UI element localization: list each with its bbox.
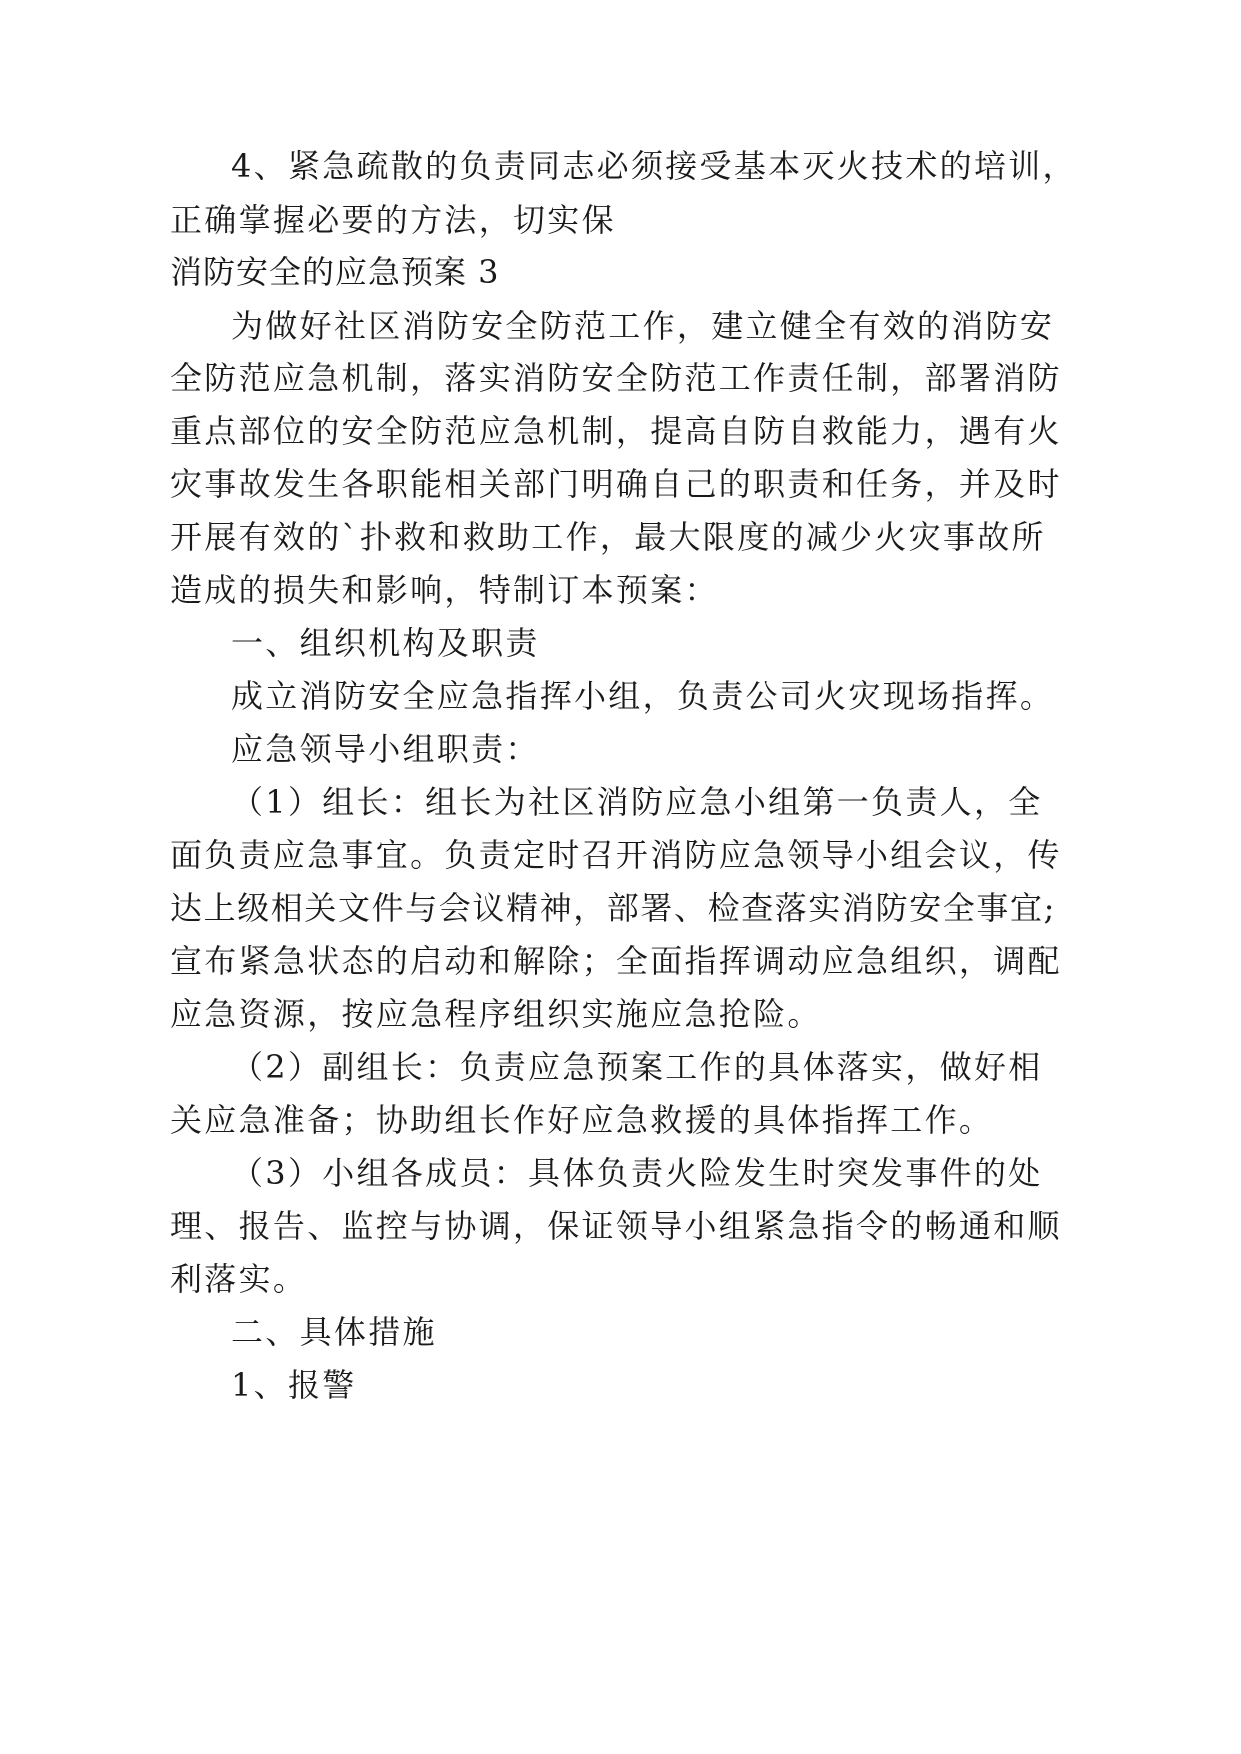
paragraph-line: 理、报告、监控与协调，保证领导小组紧急指令的畅通和顺 [170,1207,1062,1245]
section-heading: 一、组织机构及职责 [231,624,540,662]
paragraph-line: （1）组长：组长为社区消防应急小组第一负责人，全 [231,783,1043,821]
paragraph-line: 1、报警 [231,1366,357,1404]
paragraph-line: 全防范应急机制，落实消防安全防范工作责任制，部署消防 [170,359,1062,397]
paragraph-line: 4、紧急疏散的负责同志必须接受基本灭火技术的培训， [231,147,1077,185]
paragraph-line: 重点部位的安全防范应急机制，提高自防自救能力，遇有火 [170,412,1062,450]
paragraph-line: 成立消防安全应急指挥小组，负责公司火灾现场指挥。 [231,677,1055,715]
paragraph-line: 为做好社区消防安全防范工作，建立健全有效的消防安 [231,307,1055,345]
paragraph-line: 关应急准备；协助组长作好应急救援的具体指挥工作。 [170,1101,994,1139]
paragraph-line: 宣布紧急状态的启动和解除；全面指挥调动应急组织，调配 [170,942,1062,980]
paragraph-line: 正确掌握必要的方法，切实保 [170,201,616,239]
paragraph-line: 开展有效的`扑救和救助工作，最大限度的减少火灾事故所 [170,518,1046,556]
paragraph-line: 达上级相关文件与会议精神，部署、检查落实消防安全事宜; [170,889,1056,927]
paragraph-line: 面负责应急事宜。负责定时召开消防应急领导小组会议，传 [170,836,1062,874]
paragraph-line: 应急资源，按应急程序组织实施应急抢险。 [170,995,822,1033]
paragraph-line: 灾事故发生各职能相关部门明确自己的职责和任务，并及时 [170,465,1062,503]
paragraph-line: 造成的损失和影响，特制订本预案： [170,571,719,609]
paragraph-line: 应急领导小组职责： [231,730,540,768]
section-title: 消防安全的应急预案 3 [170,253,500,291]
paragraph-line: （2）副组长：负责应急预案工作的具体落实，做好相 [231,1048,1043,1086]
section-heading: 二、具体措施 [231,1313,437,1351]
paragraph-line: 利落实。 [170,1260,308,1298]
paragraph-line: （3）小组各成员：具体负责火险发生时突发事件的处 [231,1154,1043,1192]
